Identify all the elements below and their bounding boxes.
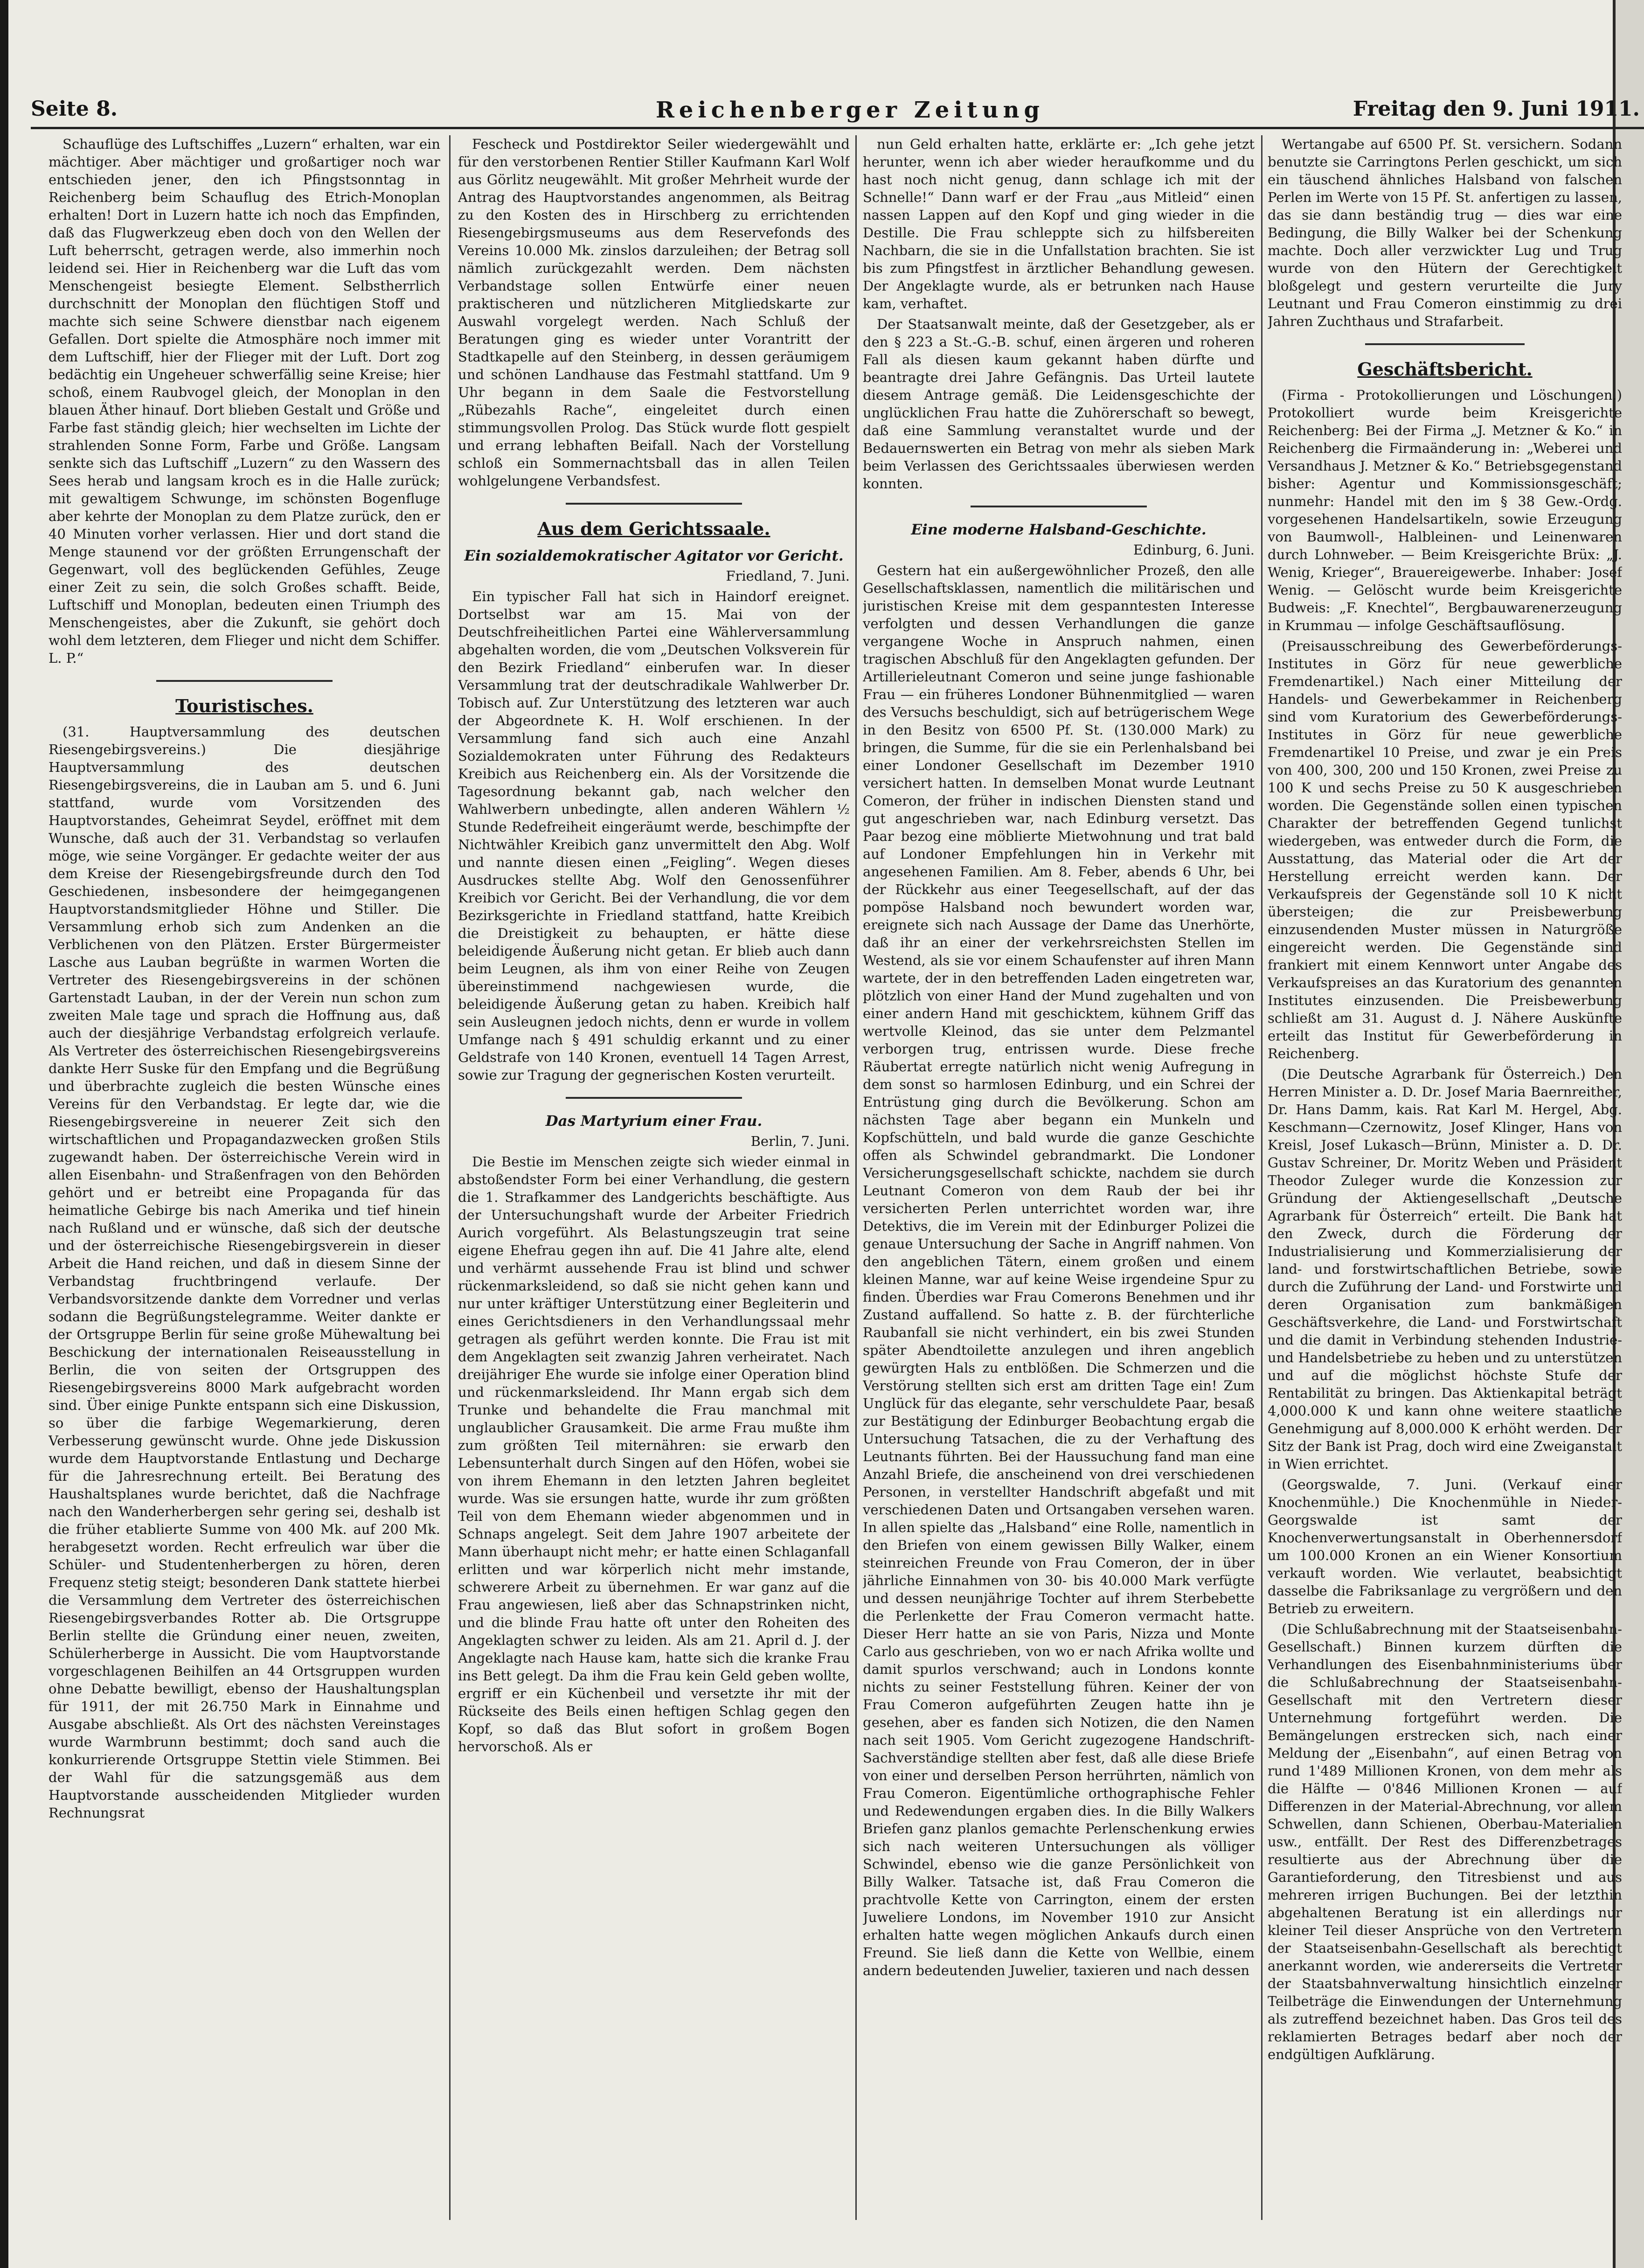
dateline-berlin: Berlin, 7. Juni. xyxy=(750,1133,850,1149)
article-martyrium-verdict: Der Staatsanwalt meinte, daß der Gesetzgeber, als er den § 223 a St.-G.-B. schuf, einen ärgeren und roheren Fall als diesen kaum gekannt haben dürfte und beantragte drei Jahre Gefängnis. Das Urteil lautete diesem Antrage gemäß. Die Leidensgeschichte der unglücklichen Frau hatte die Zuhörerschaft so bewegt, daß eine Sammlung veranstaltet wurde und der Bedauernswerten ein Betrag von mehr als sieben Mark beim Verlassen des Gerichtssaales überwiesen werden konnten. xyxy=(863,316,1255,492)
section-rule xyxy=(1365,343,1525,345)
article-title-agitator: Ein sozialdemokratischer Agitator vor Gericht. xyxy=(464,548,844,564)
article-luftschiff-text: Schauflüge des Luftschiffes „Luzern“ erhalten, war ein mächtiger. Aber mächtiger und großartiger noch war entschieden jener, den ich Pfingstsonntag in Reichenberg beim Schauflug des Etrich-Monoplan erhalten! Dort in Luzern hatte ich noch das Empfinden, daß das Flugwerkzeug eben doch von den Wellen der Luft beherrscht, getragen werde, also immerhin noch leidend sei. Hier in Reichenberg war die Luft das vom Menschengeist besiegte Element. Selbstherrlich durchschnitt der Monoplan den flüchtigen Stoff und machte sich seine Schwere dienstbar nach eigenem Gefallen. Dort spielte die Atmosphäre noch immer mit dem Luftschiff, hier der Flieger mit der Luft. Dort zog bedächtig ein Ungeheuer schwerfällig seine Kreise; hier schoß, einem Raubvogel gleich, der Monoplan in den blauen Äther hinauf. Dort blieben Gestalt und Größe und Farbe fast ständig gleich; hier wechselten im Lichte der strahlenden Sonne Form, Farbe und Größe. Langsam senkte sich das Luftschiff „Luzern“ zu den Wassern des Sees herab und langsam kroch es in die Halle zurück; mit gewaltigem Schwunge, im schönsten Bogenfluge aber kehrte der Monoplan zu dem Platze zurück, den er 40 Minuten vorher verlassen. Hier und dort stand die Menge staunend vor der größten Errungenschaft der Gegenwart, voll des beglückenden Gefühles, Zeuge einer Zeit zu sein, die solch Großes schafft. Beide, Luftschiff und Monoplan, bedeuten einen Triumph des Menschengeistes, aber die Zukunft, sie gehört doch wohl dem letzteren, dem Flieger und nicht dem Schiffer. L. P.“ xyxy=(49,136,440,666)
section-rule xyxy=(566,503,742,505)
newspaper-page xyxy=(8,0,1644,2268)
issue-date: Freitag den 9. Juni 1911. xyxy=(1353,97,1640,121)
article-halsband-text: Gestern hat ein außergewöhnlicher Prozeß, den alle Gesellschaftsklassen, namentlich die militärischen und juristischen Kreise mit dem gespanntesten Interesse verfolgten und dessen Verhandlungen die ganze vergangene Woche in Anspruch nahmen, einen tragischen Abschluß für den Angeklagten gefunden. Der Artillerieleutnant Comeron und seine junge fashionable Frau — ein früheres Londoner Bühnenmitglied — waren des Versuchs beschuldigt, sich auf betrügerischem Wege in den Besitz von 6500 Pf. St. (130.000 Mark) zu bringen, die Summe, für die sie ein Perlenhalsband bei einer Londoner Gesellschaft im Dezember 1910 versichert hatten. In demselben Monat wurde Leutnant Comeron, der früher in indischen Diensten stand und gut angeschrieben war, nach Edinburg versetzt. Das Paar bezog eine möblierte Mietwohnung und trat bald auf Londoner Empfehlungen hin in Verkehr mit angesehenen Familien. Am 8. Feber, abends 6 Uhr, bei der Rückkehr aus einer Teegesellschaft, auf der das pompöse Halsband noch bewundert worden war, ereignete sich nach Aussage der Dame das Unerhörte, daß ihr an einer der verkehrsreichsten Stellen im Westend, als sie vor einem Schaufenster auf ihren Mann wartete, der in den betreffenden Laden eingetreten war, plötzlich von einer Hand der Mund zugehalten und von einer andern Hand mit geschicktem, kühnem Griff das wertvolle Kleinod, das sie unter dem Pelzmantel verborgen trug, entrissen wurde. Diese freche Räubertat erregte natürlich nicht wenig Aufregung in dem sonst so harmlosen Edinburg, und ein Schrei der Entrüstung ging durch die Bevölkerung. Schon am nächsten Tage aber begann ein Munkeln und Kopfschütteln, und bald wurde die ganze Geschichte offen als Schwindel gebrandmarkt. Die Londoner Versicherungsgesellschaft schickte, nachdem sie durch Leutnant Comeron von dem Raub der bei ihr versicherten Perlen unterrichtet worden war, ihre Detektivs, die im Verein mit der Edinburger Polizei die genaue Untersuchung der Sache in Angriff nahmen. Von den angeblichen Tätern, einem großen und einem kleinen Manne, war auf keine Weise irgendeine Spur zu finden. Überdies war Frau Comerons Benehmen und ihr Zustand auffallend. So hatte z. B. der fürchterliche Raubanfall sie nicht verhindert, ein bis zwei Stunden später Abendtoilette anzulegen und ihren angeblich gewürgten Hals zu entblößen. Die Schmerzen und die Verstörung stellten sich erst am dritten Tage ein! Zum Unglück für das elegante, sehr verschuldete Paar, besaß zur Bestätigung der Edinburger Beobachtung ergab die Untersuchung Tatsachen, die zu der Verhaftung des Leutnants führten. Bei der Haussuchung fand man eine Anzahl Briefe, die anscheinend von drei verschiedenen Personen, in verstellter Handschrift abgefaßt und mit verschiedenen Daten und Ortsangaben versehen waren. In allen spielte das „Halsband“ eine Rolle, namentlich in den Briefen von einem gewissen Billy Walker, einem steinreichen Freunde von Frau Comeron, der in über jährliche Einnahmen von 30- bis 40.000 Mark verfügte und dessen neunjährige Tochter auf ihrem Sterbebette die Perlenkette der Frau Comeron vermacht hatte. Dieser Herr hatte an sie von Paris, Nizza und Monte Carlo aus geschrieben, von wo er nach Afrika wollte und damit spurlos verschwand; auch in Londons konnte nichts zu seiner Feststellung führen. Keiner der von Frau Comeron aufgeführten Zeugen hatte ihn je gesehen, aber es fanden sich Notizen, die den Namen nach seit 1905. Vom Gericht zugezogene Handschrift-Sachverständige stellten aber fest, daß alle diese Briefe von einer und derselben Person herrührten, nämlich von Frau Comeron. Eigentümliche orthographische Fehler und Redewendungen ergaben dies. In die Billy Walkers Briefen ganz planlos gemachte Perlenschenkung erwies sich nach weiteren Untersuchungen als völliger Schwindel, ebenso wie die ganze Persönlichkeit von Billy Walker. Tatsache ist, daß Frau Comeron die prachtvolle Kette von Carrington, einem der ersten Juweliere Londons, im November 1910 zur Ansicht erhalten hatte wegen möglichen Ankaufs durch einen Freund. Sie ließ dann die Kette von Wellbie, einem andern bedeutenden Juwelier, taxieren und nach dessen xyxy=(863,562,1255,1978)
notice-preisausschreibung: (Preisausschreibung des Gewerbeförderungs-Institutes in Görz für neue gewerbliche Fremdenartikel.) Nach einer Mitteilung der Handels- und Gewerbekammer in Reichenberg sind vom Kuratorium des Gewerbeförderungs-Institutes in Görz für neue gewerbliche Fremdenartikel 10 Preise, und zwar je ein Preis von 400, 300, 200 und 150 Kronen, zwei Preise zu 100 K und sechs Preise zu 50 K ausgeschrieben worden. Die Gegenstände sollen einen typischen Charakter der betreffenden Gegend tunlichst wiedergeben, was entweder durch die Form, die Ausstattung, das Material oder die Art der Herstellung erreicht werden kann. Der Verkaufspreis der Gegenstände soll 10 K nicht übersteigen; die zur Preisbewerbung einzusendenden Muster müssen in Naturgröße eingereicht werden. Die Gegenstände sind frankiert mit einem Kennwort unter Angabe des Verkaufspreises an das Kuratorium des genannten Institutes einzusenden. Die Preisbewerbung schließt am 31. August d. J. Nähere Auskünfte erteilt das Institut für Gewerbeförderung in Reichenberg. xyxy=(1268,638,1622,1061)
column-4 xyxy=(1268,135,1622,2234)
column-1 xyxy=(49,135,440,2234)
column-3 xyxy=(863,135,1255,2234)
article-title-halsband: Eine moderne Halsband-Geschichte. xyxy=(911,521,1207,538)
section-rule xyxy=(566,1097,742,1099)
section-heading-gerichtssaal: Aus dem Gerichtssaale. xyxy=(537,518,770,539)
notice-knochenmuehle: (Georgswalde, 7. Juni. (Verkauf einer Knochenmühle.) Die Knochenmühle in Nieder-Georgswalde ist samt der Knochenverwertungsanstalt in Oberhennersdorf um 100.000 Kronen an ein Wiener Konsortium verkauft worden. Wie verlautet, beabsichtigt dasselbe die Fabriksanlage zu vergrößern und den Betrieb zu erweitern. xyxy=(1268,1477,1622,1616)
article-halsband-continued: Wertangabe auf 6500 Pf. St. versichern. Sodann benutzte sie Carringtons Perlen geschickt, um sich ein täuschend ähnliches Halsband von falschen Perlen im Werte von 15 Pf. St. anfertigen zu lassen, das sie dann beständig trug — dies war eine Bedingung, die Billy Walker bei der Schenkung machte. Doch aller verzwickter Lug und Trug wurde von den Hütern der Gerechtigkeit bloßgelegt und gestern verurteilte die Jury Leutnant und Frau Comeron einstimmig zu drei Jahren Zuchthaus und Strafarbeit. xyxy=(1268,136,1622,329)
article-riesengebirge-text: (31. Hauptversammlung des deutschen Riesengebirgsvereins.) Die diesjährige Hauptversammlung des deutschen Riesengebirgsvereins, die in Lauban am 5. und 6. Juni stattfand, wurde vom Vorsitzenden des Hauptvorstandes, Geheimrat Seydel, eröffnet mit dem Wunsche, daß auch der 31. Verbandstag so verlaufen möge, wie seine Vorgänger. Er gedachte weiter der aus dem Kreise der Riesengebirgsfreunde durch den Tod Geschiedenen, insbesondere der heimgegangenen Hauptvorstandsmitglieder Höhne und Stiller. Die Versammlung erhob sich zum Andenken an die Verblichenen von den Plätzen. Erster Bürgermeister Lasche aus Lauban begrüßte in warmen Worten die Vertreter des Riesengebirgsvereins in der schönen Gartenstadt Lauban, in der der Verein nun schon zum zweiten Male tage und sprach die Hoffnung aus, daß auch der diesjährige Verbandstag erfolgreich verlaufe. Als Vertreter des österreichischen Riesengebirgsvereins dankte Herr Suske für den Empfang und die Begrüßung und überbrachte zugleich die besten Wünsche eines Vereins für den Verbandstag. Er legte dar, wie die Riesengebirgsvereine in neuerer Zeit sich den wirtschaftlichen und Propagandazwecken großen Stils zugewandt haben. Der österreichische Verein wird in allen Eisenbahn- und Straßenfragen von den Behörden gehört und er betreibt eine Propaganda für das heimatliche Gebirge bis nach Amerika und tief hinein nach Rußland und er wünsche, daß sich der deutsche und der österreichische Riesengebirgsverein in dieser Arbeit die Hand reichen, und daß in diesem Sinne der Verbandstag fruchtbringend verlaufe. Der Verbandsvorsitzende dankte dem Vorredner und verlas sodann die Begrüßungstelegramme. Weiter dankte er der Ortsgruppe Berlin für seine große Mühewaltung bei Beschickung der internationalen Reiseausstellung in Berlin, die von seiten der Ortsgruppen des Riesengebirgsvereins 8000 Mark aufgebracht worden sind. Über einige Punkte entspann sich eine Diskussion, so über die farbige Wegemarkierung, deren Verbesserung gewünscht wurde. Ohne jede Diskussion wurde dem Hauptvorstande Entlastung und Decharge für die Jahresrechnung erteilt. Bei Beratung des Haushaltsplanes wurde berichtet, daß die Nachfrage nach den Wanderherbergen sehr gering sei, deshalb ist die früher etablierte Summe von 400 Mk. auf 200 Mk. herabgesetzt worden. Recht erfreulich war über die Schüler- und Studentenherbergen zu hören, deren Frequenz stetig steigt; besonderen Dank stattete hierbei die Versammlung dem Vertreter des österreichischen Riesengebirgsverbandes Rotter ab. Die Ortsgruppe Berlin stellte die Gründung einer neuen, zweiten, Schülerherberge in Aussicht. Die vom Hauptvorstande vorgeschlagenen Beihilfen an 44 Ortsgruppen wurden ohne Debatte bewilligt, ebenso der Haushaltungsplan für 1911, der mit 26.750 Mark in Einnahme und Ausgabe abschließt. Als Ort des nächsten Vereinstages wurde Warmbrunn bestimmt; doch sand auch die konkurrierende Ortsgruppe Stettin viele Stimmen. Bei der Wahl für die satzungsgemäß aus dem Hauptvorstande ausscheidenden Mitglieder wurden Rechnungsrat xyxy=(49,724,440,1821)
notice-firma-protokollierungen: (Firma - Protokollierungen und Löschungen.) Protokolliert wurde beim Kreisgerichte Reichenberg: Bei der Firma „J. Metzner & Ko.“ in Reichenberg die Firmaänderung in: „Weberei und Versandhaus J. Metzner & Ko.“ Betriebsgegenstand bisher: Agentur und Kommissionsgeschäft; nunmehr: Handel mit den im § 38 Gew.-Ordg. vorgesehenen Handelsartikeln, sowie Erzeugung von Baumwoll-, Halbleinen- und Leinenwaren durch Lohnweber. — Beim Kreisgerichte Brüx: „J. Wenig, Krieger“, Brauereigewerbe. Inhaber: Josef Wenig. — Gelöscht wurde beim Kreisgerichte Budweis: „F. Knechtel“, Bergbauwarenerzeugung in Krummau — infolge Geschäftsauflösung. xyxy=(1268,387,1622,633)
column-divider xyxy=(449,135,451,2220)
article-riesengebirge-continued: Fescheck und Postdirektor Seiler wiedergewählt und für den verstorbenen Rentier Stiller Kaufmann Karl Wolf aus Görlitz neugewählt. Mit großer Mehrheit wurde der Antrag des Hauptvorstandes angenommen, als Beitrag zu den Kosten des in Hirschberg zu errichtenden Riesengebirgsmuseums aus dem Reservefonds des Vereins 10.000 Mk. zinslos darzuleihen; der Betrag soll nämlich zurückgezahlt werden. Dem nächsten Verbandstage sollen Entwürfe einer neuen praktischeren und nützlicheren Mitgliedskarte zur Auswahl vorgelegt werden. Nach Schluß der Beratungen ging es wieder unter Vorantritt der Stadtkapelle auf den Steinberg, in dessen geräumigem und schönen Landhause das Festmahl stattfand. Um 9 Uhr begann in dem Saale die Festvorstellung „Rübezahls Rache“, eingeleitet durch einen stimmungsvollen Prolog. Das Stück wurde flott gespielt und errang lebhaften Beifall. Nach der Vorstellung schloß ein Sommernachtsball das in allen Teilen wohlgelungene Verbandsfest. xyxy=(458,136,850,489)
dateline-edinburg: Edinburg, 6. Juni. xyxy=(1133,542,1255,558)
section-rule xyxy=(156,680,333,682)
section-heading-geschaeftsbericht: Geschäftsbericht. xyxy=(1357,359,1533,380)
masthead: Reichenberger Zeitung xyxy=(656,97,1045,123)
section-rule xyxy=(971,506,1147,507)
article-martyrium-continued: nun Geld erhalten hatte, erklärte er: „Ich gehe jetzt herunter, wenn ich aber wieder heraufkomme und du hast noch nicht genug, dann schlage ich mit der Schnelle!“ Dann warf er der Frau „aus Mitleid“ einen nassen Lappen auf den Kopf und ging wieder in die Destille. Die Frau schleppte sich zu hilfsbereiten Nachbarn, die sie in die Unfallstation brachten. Sie ist bis zum Pfingstfest in ärztlicher Behandlung gewesen. Der Angeklagte wurde, als er betrunken nach Hause kam, verhaftet. xyxy=(863,136,1255,312)
dateline-friedland: Friedland, 7. Juni. xyxy=(726,568,850,584)
article-title-martyrium: Das Martyrium einer Frau. xyxy=(545,1113,763,1130)
notice-schlussabrechnung: (Die Schlußabrechnung mit der Staatseisenbahn-Gesellschaft.) Binnen kurzem dürften die Verhandlungen des Eisenbahnministeriums über die Schlußabrechnung der Staatseisenbahn-Gesellschaft mit den Vertretern dieser Unternehmung fortgeführt werden. Die Bemängelungen erstrecken sich, nach einer Meldung der „Eisenbahn“, auf einen Betrag von rund 1'489 Millionen Kronen, von dem mehr als die Hälfte — 0'846 Millionen Kronen — auf Differenzen in der Material-Abrechnung, vor allem Schwellen, dann Schienen, Oberbau-Materialien usw., entfällt. Der Rest des Differenzbetrages resultierte aus der Abrechnung über die Garantieforderung, den Titresbienst und aus mehreren irrigen Buchungen. Bei der letzthin abgehaltenen Beratung ist ein allerdings nur kleiner Teil dieser Ansprüche von den Vertretern der Staatseisenbahn-Gesellschaft als berechtigt anerkannt worden, wie andererseits die Vertreter der Staatsbahnverwaltung hinsichtlich einzelner Teilbeträge die Einwendungen der Unternehmung als zutreffend bezeichnet haben. Das Gros teil des reklamierten Betrages bedarf aber noch der endgültigen Aufklärung. xyxy=(1268,1621,1622,2062)
article-agitator-text: Ein typischer Fall hat sich in Haindorf ereignet. Dortselbst war am 15. Mai von der Deutschfreiheitlichen Partei eine Wählerversammlung abgehalten worden, die vom „Deutschen Volksverein für den Bezirk Friedland“ einberufen war. In dieser Versammlung trat der deutschradikale Wahlwerber Dr. Tobisch auf. Zur Unterstützung des letzteren war auch der Abgeordnete K. H. Wolf erschienen. In der Versammlung fand sich auch eine Anzahl Sozialdemokraten unter Führung des Redakteurs Kreibich aus Reichenberg ein. Als der Vorsitzende die Tagesordnung bekannt gab, nach welcher den Wahlwerbern unbedingte, allen anderen Wählern ½ Stunde Redefreiheit eingeräumt werde, beschimpfte der Nichtwähler Kreibich ganz unvermittelt den Abg. Wolf und nannte diesen einen „Feigling“. Wegen dieses Ausdruckes stellte Abg. Wolf den Genossenführer Kreibich vor Gericht. Bei der Verhandlung, die vor dem Bezirksgerichte in Friedland stattfand, hatte Kreibich die Dreistigkeit zu behaupten, er hätte diese beleidigende Äußerung nicht getan. Er blieb auch dann beim Leugnen, als ihm von einer Reihe von Zeugen übereinstimmend nachgewiesen wurde, die beleidigende Äußerung getan zu haben. Kreibich half sein Ausleugnen jedoch nichts, denn er wurde in vollem Umfange nach § 491 schuldig erkannt und zu einer Geldstrafe von 140 Kronen, eventuell 14 Tagen Arrest, sowie zur Tragung der gegnerischen Kosten verurteilt. xyxy=(458,589,850,1083)
column-divider xyxy=(855,135,857,2220)
column-2 xyxy=(458,135,850,2234)
column-divider xyxy=(1261,135,1262,2220)
page-header xyxy=(31,97,1644,129)
page-number: Seite 8. xyxy=(31,97,118,121)
section-heading-touristisches: Touristisches. xyxy=(175,695,313,716)
notice-agrarbank: (Die Deutsche Agrarbank für Österreich.) Den Herren Minister a. D. Dr. Josef Maria Baernreither, Dr. Hans Damm, kais. Rat Karl M. Hergel, Abg. Keschmann—Czernowitz, Josef Klinger, Hans von Kreisl, Josef Lukasch—Brünn, Minister a. D. Dr. Gustav Schreiner, Dr. Moritz Weben und Präsident Theodor Zuleger wurde die Konzession zur Gründung der Aktiengesellschaft „Deutsche Agrarbank für Österreich“ erteilt. Die Bank hat den Zweck, durch die Förderung der Industrialisierung und Kommerzialisierung der land- und forstwirtschaftlichen Betriebe, sowie durch die Zuführung der Land- und Forstwirte und deren Organisation zum bankmäßigen Geschäftsverkehre, die Land- und Forstwirtschaft und die damit in Verbindung stehenden Industrie- und Handelsbetriebe zu heben und zu unterstützen und auf die möglichst höchste Stufe der Rentabilität zu bringen. Das Aktienkapital beträgt 4,000.000 K und kann ohne weitere staatliche Genehmigung auf 8,000.000 K erhöht werden. Der Sitz der Bank ist Prag, doch wird eine Zweiganstalt in Wien errichtet. xyxy=(1268,1066,1622,1472)
article-martyrium-text: Die Bestie im Menschen zeigte sich wieder einmal in abstoßendster Form bei einer Verhandlung, die gestern die 1. Strafkammer des Landgerichts beschäftigte. Aus der Untersuchungshaft wurde der Arbeiter Friedrich Aurich vorgeführt. Als Belastungszeugin trat seine eigene Ehefrau gegen ihn auf. Die 41 Jahre alte, elend und verhärmt aussehende Frau ist blind und schwer rückenmarksleidend, so daß sie nicht gehen kann und nur unter kräftiger Unterstützung einer Begleiterin und eines Gerichtsdieners in den Verhandlungssaal mehr getragen als geführt werden konnte. Die Frau ist mit dem Angeklagten seit zwanzig Jahren verheiratet. Nach dreijähriger Ehe wurde sie infolge einer Operation blind und rückenmarksleidend. Ihr Mann ergab sich dem Trunke und behandelte die Frau manchmal mit unglaublicher Grausamkeit. Die arme Frau mußte ihm zum größten Teil miternähren: sie erwarb den Lebensunterhalt durch Singen auf den Höfen, wobei sie von ihrem Ehemann in den letzten Jahren begleitet wurde. Was sie ersungen hatte, wurde ihr zum größten Teil von dem Ehemann wieder abgenommen und in Schnaps angelegt. Seit dem Jahre 1907 arbeitete der Mann überhaupt nicht mehr; er hatte einen Schlaganfall erlitten und war körperlich nicht mehr imstande, schwerere Arbeit zu übernehmen. Er war ganz auf die Frau angewiesen, ließ aber das Schnapstrinken nicht, und die blinde Frau hatte oft unter den Roheiten des Angeklagten schwer zu leiden. Als am 21. April d. J. der Angeklagte nach Hause kam, hatte sich die kranke Frau ins Bett gelegt. Da ihm die Frau kein Geld geben wollte, ergriff er ein Küchenbeil und versetzte ihr mit der Rückseite des Beils einen heftigen Schlag gegen den Kopf, so daß das Blut sofort in großem Bogen hervorschoß. Als er xyxy=(458,1154,850,1755)
